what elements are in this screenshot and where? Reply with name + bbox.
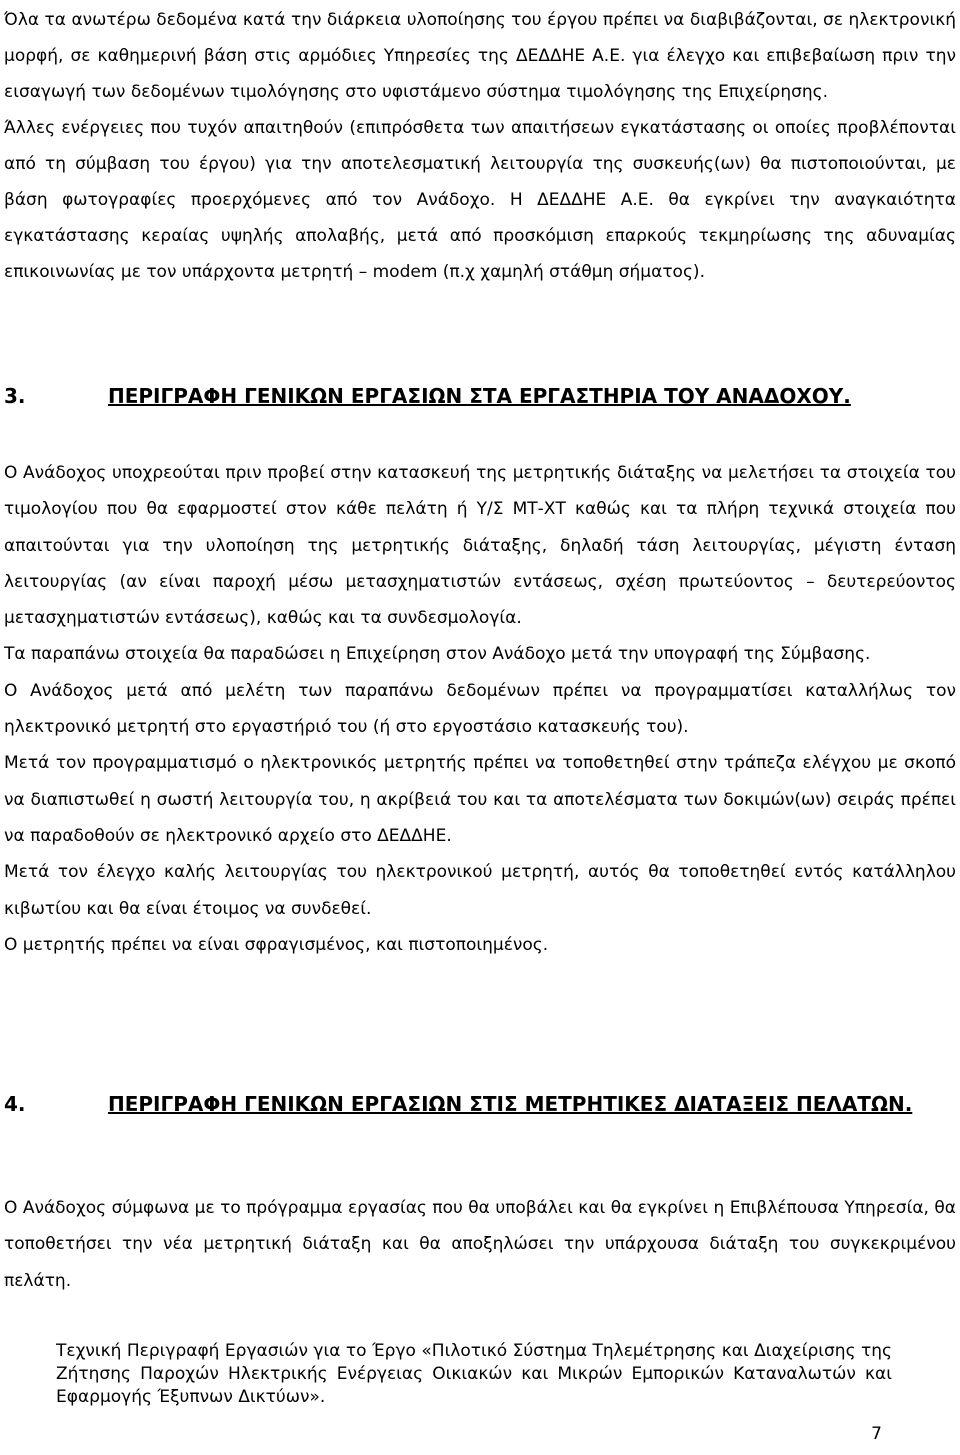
section-3-paragraph: Ο Ανάδοχος υποχρεούται πριν προβεί στην κατασκευή της μετρητικής διάταξης να μελετήσει τα στοιχεία του τιμολογίου που θα εφαρμοστεί στον κάθε πελάτη ή Υ/Σ ΜΤ-ΧΤ καθώς και τα πλήρη τεχνικά στοιχεία που απαιτούνται για την υλοποίηση της μετρητικής διάταξης, δηλαδή τάση λειτουργίας, μέγιστη ένταση λειτουργίας (αν είναι παροχή μέσω μετασχηματιστών εντάσεως, σχέση πρωτεύοντος – δευτερεύοντος μετασχηματιστών εντάσεως), καθώς και τα συνδεσμολογία. xyxy=(4,463,956,629)
section-3-paragraph: Ο μετρητής πρέπει να είναι σφραγισμένος, και πιστοποιημένος. xyxy=(4,934,549,955)
section-3-paragraph: Μετά τον έλεγχο καλής λειτουργίας του ηλεκτρονικού μετρητή, αυτός θα τοποθετηθεί εντός κατάλληλου κιβωτίου και θα είναι έτοιμος να συνδεθεί. xyxy=(4,862,956,919)
section-3-paragraph: Μετά τον προγραμματισμό ο ηλεκτρονικός μετρητής πρέπει να τοποθετηθεί στην τράπεζα ελέγχου με σκοπό να διαπιστωθεί η σωστή λειτουργία του, η ακρίβειά του και τα αποτελέσματα των δοκιμών(ων) σειράς πρέπει να παραδοθούν σε ηλεκτρονικό αρχείο στο ΔΕΔΔΗΕ. xyxy=(4,753,956,846)
page-footer: Τεχνική Περιγραφή Εργασιών για το Έργο «Πιλοτικό Σύστημα Τηλεμέτρησης και Διαχείρισης της Ζήτησης Παροχών Ηλεκτρικής Ενέργειας Οικιακών και Μικρών Εμπορικών Καταναλωτών και Εφαρμογής Έξυπνων Δικτύων». xyxy=(56,1341,892,1407)
intro-paragraph-other-actions: Άλλες ενέργειες που τυχόν απαιτηθούν (επιπρόσθετα των απαιτήσεων εγκατάστασης οι οποίες προβλέπονται από τη σύμβαση του έργου) για την αποτελεσματική λειτουργία της συσκευής(ων) θα πιστοποιούνται, με βάση φωτογραφίες προερχόμενες από τον Ανάδοχο. Η ΔΕΔΔΗΕ Α.Ε. θα εγκρίνει την αναγκαιότητα εγκατάστασης κεραίας υψηλής απολαβής, μετά από προσκόμιση επαρκούς τεκμηρίωσης της αδυναμίας επικοινωνίας με τον υπάρχοντα μετρητή – modem (π.χ χαμηλή στάθμη σήματος). xyxy=(4,118,956,282)
section-3-heading xyxy=(4,383,956,410)
section-3-number: 3. xyxy=(4,384,26,408)
section-4-body xyxy=(4,1190,956,1299)
section-4-paragraph: Ο Ανάδοχος σύμφωνα με το πρόγραμμα εργασίας που θα υποβάλει και θα εγκρίνει η Επιβλέπουσα Υπηρεσία, θα τοποθετήσει την νέα μετρητική διάταξη και θα αποξηλώσει την υπάρχουσα διάταξη του συγκεκριμένου πελάτη. xyxy=(4,1198,956,1291)
intro-paragraph-data-transfer: Όλα τα ανωτέρω δεδομένα κατά την διάρκεια υλοποίησης του έργου πρέπει να διαβιβάζονται, σε ηλεκτρονική μορφή, σε καθημερινή βάση στις αρμόδιες Υπηρεσίες της ΔΕΔΔΗΕ Α.Ε. για έλεγχο και επιβεβαίωση πριν την εισαγωγή των δεδομένων τιμολόγησης στο υφιστάμενο σύστημα τιμολόγησης της Επιχείρησης. xyxy=(4,10,956,102)
section-4-number: 4. xyxy=(4,1092,26,1116)
section-3-paragraph: Τα παραπάνω στοιχεία θα παραδώσει η Επιχείρηση στον Ανάδοχο μετά την υπογραφή της Σύμβασης. xyxy=(4,644,871,665)
section-4-heading xyxy=(4,1091,956,1118)
page-number: 7 xyxy=(871,1424,882,1444)
section-4-title: ΠΕΡΙΓΡΑΦΗ ΓΕΝΙΚΩΝ ΕΡΓΑΣΙΩΝ ΣΤΙΣ ΜΕΤΡΗΤΙΚΕΣ ΔΙΑΤΑΞΕΙΣ ΠΕΛΑΤΩΝ. xyxy=(108,1092,913,1116)
section-3-paragraph: Ο Ανάδοχος μετά από μελέτη των παραπάνω δεδομένων πρέπει να προγραμματίσει καταλλήλως τον ηλεκτρονικό μετρητή στο εργαστήριό του (ή στο εργοστάσιο κατασκευής του). xyxy=(4,680,956,738)
section-3-title: ΠΕΡΙΓΡΑΦΗ ΓΕΝΙΚΩΝ ΕΡΓΑΣΙΩΝ ΣΤΑ ΕΡΓΑΣΤΗΡΙΑ ΤΟΥ ΑΝΑΔΟΧΟΥ. xyxy=(108,384,851,408)
document-page xyxy=(4,0,956,1455)
section-3-body xyxy=(4,455,956,963)
intro-text xyxy=(4,2,956,290)
